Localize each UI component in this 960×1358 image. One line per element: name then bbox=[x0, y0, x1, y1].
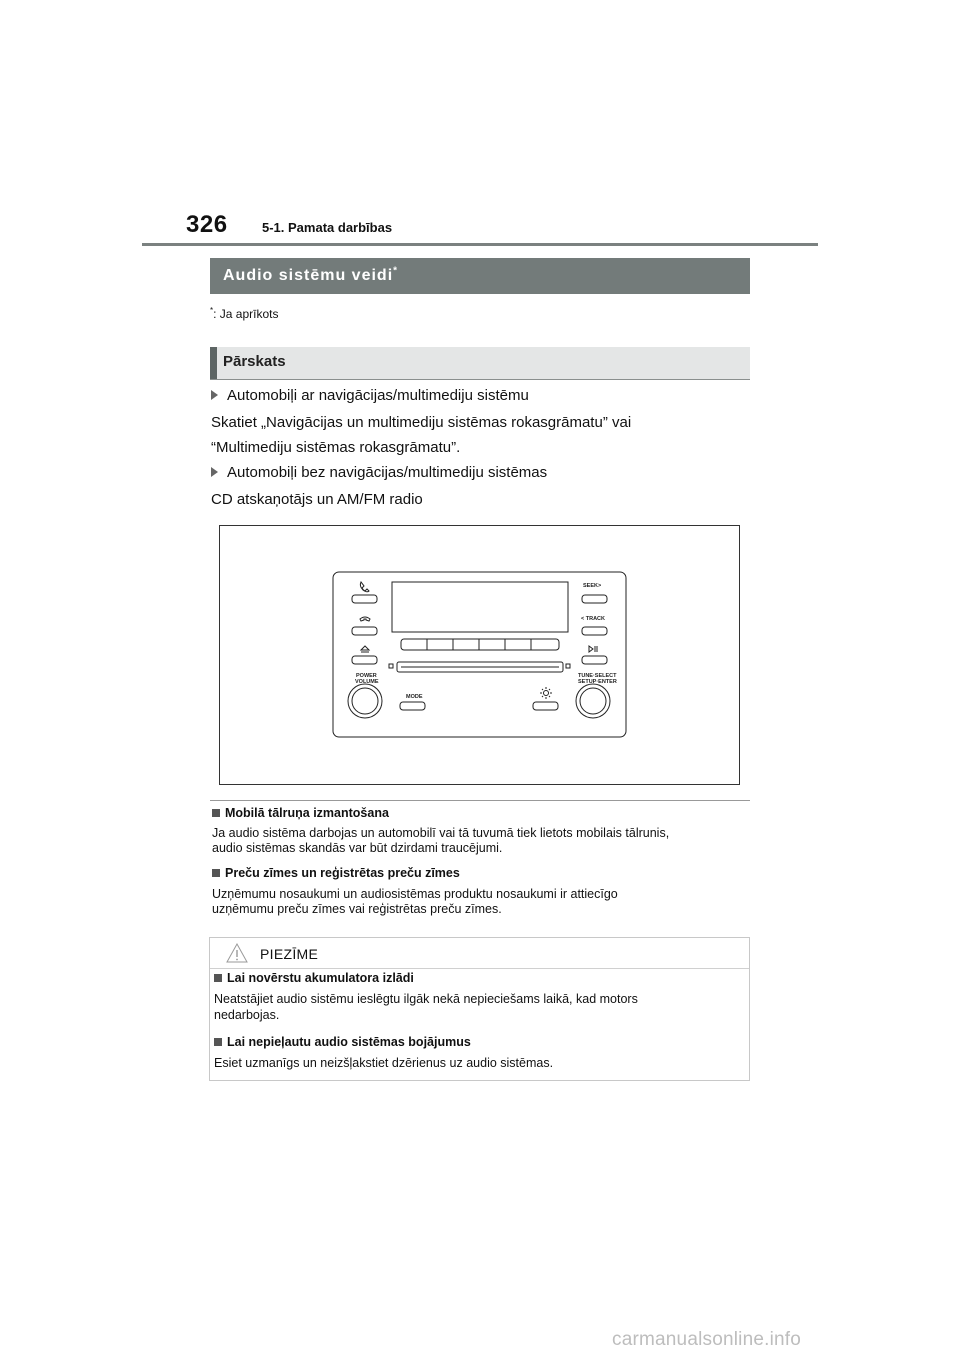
paragraph-line: CD atskaņotājs un AM/FM radio bbox=[211, 491, 423, 508]
sub-heading-bar bbox=[210, 347, 217, 379]
notice-body-line: Neatstājiet audio sistēmu ieslēgtu ilgāk nekā nepieciešams laikā, kad motors bbox=[214, 992, 638, 1006]
mode-button bbox=[400, 702, 425, 710]
tune-select-knob bbox=[576, 684, 610, 718]
brightness-icon bbox=[544, 691, 549, 696]
bullet-item bbox=[211, 464, 547, 481]
note-body-line: audio sistēmas skandās var būt dzirdami traucējumi. bbox=[212, 841, 503, 855]
notice-item-title bbox=[214, 971, 414, 985]
play-pause-button bbox=[582, 656, 607, 664]
phone-hangup-icon bbox=[360, 617, 370, 621]
phone-hangup-button bbox=[352, 627, 377, 635]
footnote bbox=[210, 306, 279, 321]
note-title bbox=[212, 806, 389, 820]
main-heading bbox=[210, 258, 750, 294]
note-body-line: Uzņēmumu nosaukumi un audiosistēmas produktu nosaukumi ir attiecīgo bbox=[212, 887, 618, 901]
warning-triangle-icon bbox=[226, 943, 248, 963]
section-title: 5-1. Pamata darbības bbox=[262, 220, 393, 235]
setup-enter-label: SETUP·ENTER bbox=[578, 679, 617, 685]
main-heading-marker: * bbox=[393, 265, 399, 277]
square-bullet-icon bbox=[212, 809, 220, 817]
notice-header bbox=[210, 938, 749, 969]
notice-item-title bbox=[214, 1035, 471, 1049]
triangle-bullet-icon bbox=[211, 467, 218, 477]
notice-item-title-text: Lai nepieļautu audio sistēmas bojājumus bbox=[227, 1035, 471, 1049]
footnote-text: : Ja aprīkots bbox=[213, 307, 279, 321]
square-bullet-icon bbox=[214, 1038, 222, 1046]
notice-item-title-text: Lai novērstu akumulatora izlādi bbox=[227, 971, 414, 985]
bullet-item bbox=[211, 387, 529, 404]
play-pause-icon bbox=[589, 646, 597, 652]
notice-title: PIEZĪME bbox=[260, 946, 319, 962]
triangle-bullet-icon bbox=[211, 390, 218, 400]
note-title-text: Mobilā tālruņa izmantošana bbox=[225, 806, 389, 820]
sub-heading-text: Pārskats bbox=[223, 353, 286, 370]
header-rule bbox=[142, 243, 818, 246]
square-bullet-icon bbox=[214, 974, 222, 982]
notice-body-line: Esiet uzmanīgs un neizšļakstiet dzērienus uz audio sistēmas. bbox=[214, 1056, 554, 1070]
note-body-line: Ja audio sistēma darbojas un automobilī vai tā tuvumā tiek lietots mobilais tālrunis, bbox=[212, 826, 670, 840]
audio-unit-illustration bbox=[220, 526, 739, 784]
preset-buttons bbox=[401, 639, 559, 650]
watermark: carmanualsonline.info bbox=[612, 1329, 802, 1350]
phone-pickup-icon bbox=[360, 582, 369, 592]
note-title bbox=[212, 866, 460, 880]
brightness-button bbox=[533, 702, 558, 710]
notice-box bbox=[209, 937, 750, 1081]
tune-select-label: TUNE·SELECT bbox=[578, 673, 617, 679]
paragraph-line: “Multimediju sistēmas rokasgrāmatu”. bbox=[211, 439, 461, 456]
eject-button bbox=[352, 656, 377, 664]
mode-label: MODE bbox=[406, 694, 423, 700]
square-bullet-icon bbox=[212, 869, 220, 877]
track-label: < TRACK bbox=[581, 616, 605, 622]
note-body-line: uzņēmumu preču zīmes vai reģistrētas preču zīmes. bbox=[212, 902, 502, 916]
volume-label: VOLUME bbox=[355, 679, 379, 685]
seek-label: SEEK> bbox=[583, 583, 602, 589]
page-number: 326 bbox=[186, 211, 228, 238]
display-screen bbox=[392, 582, 568, 632]
bullet-text: Automobiļi bez navigācijas/multimediju sistēmas bbox=[227, 464, 548, 481]
cd-indicator-right bbox=[566, 664, 570, 668]
sub-heading bbox=[210, 347, 750, 380]
cd-indicator-left bbox=[389, 664, 393, 668]
notes-rule bbox=[210, 800, 750, 801]
phone-pickup-button bbox=[352, 595, 377, 603]
seek-button bbox=[582, 595, 607, 603]
notice-body-line: nedarbojas. bbox=[214, 1008, 280, 1022]
track-button bbox=[582, 627, 607, 635]
note-title-text: Preču zīmes un reģistrētas preču zīmes bbox=[225, 866, 460, 880]
audio-unit-figure bbox=[219, 525, 740, 785]
footnote-marker: * bbox=[210, 306, 214, 315]
main-heading-text: Audio sistēmu veidi bbox=[223, 267, 394, 284]
power-volume-knob bbox=[348, 684, 382, 718]
paragraph-line: Skatiet „Navigācijas un multimediju sistēmas rokasgrāmatu” vai bbox=[211, 414, 632, 431]
bullet-text: Automobiļi ar navigācijas/multimediju sistēmu bbox=[227, 387, 529, 404]
eject-icon bbox=[361, 646, 369, 652]
power-label: POWER bbox=[356, 673, 377, 679]
